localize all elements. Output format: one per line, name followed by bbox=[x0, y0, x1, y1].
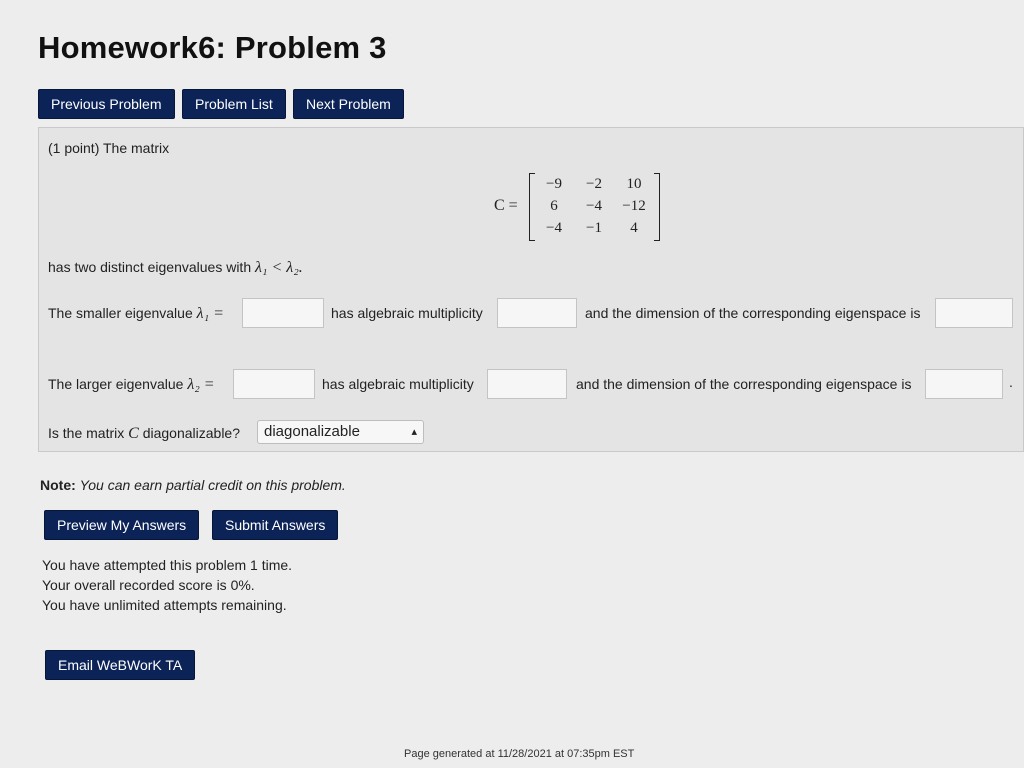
submit-answers-button[interactable]: Submit Answers bbox=[212, 510, 338, 540]
note-text: You can earn partial credit on this problem. bbox=[79, 477, 346, 493]
diag-question-suffix: diagonalizable? bbox=[138, 425, 241, 441]
email-ta-button[interactable]: Email WeBWorK TA bbox=[45, 650, 195, 680]
larger-eigenvalue-label bbox=[48, 376, 215, 394]
matrix-var-c: C bbox=[128, 425, 139, 442]
diagonalizable-select[interactable] bbox=[257, 420, 424, 444]
matrix-cell: −4 bbox=[586, 198, 602, 214]
partial-credit-note bbox=[40, 477, 346, 493]
matrix-cell: −4 bbox=[546, 220, 562, 236]
smaller-eigenvalue-input[interactable] bbox=[242, 298, 324, 328]
next-problem-button[interactable]: Next Problem bbox=[293, 89, 404, 119]
attempts-text: You have attempted this problem 1 time. bbox=[42, 557, 293, 573]
alg-mult-label-2: has algebraic multiplicity bbox=[322, 376, 474, 392]
smaller-dim-input[interactable] bbox=[935, 298, 1013, 328]
larger-dim-input[interactable] bbox=[925, 369, 1003, 399]
problem-intro: (1 point) The matrix bbox=[48, 140, 170, 156]
smaller-eigenvalue-label bbox=[48, 305, 224, 323]
page-title: Homework6: Problem 3 bbox=[38, 30, 387, 65]
note-label: Note: bbox=[40, 477, 76, 493]
matrix-cell: 6 bbox=[550, 198, 558, 214]
larger-alg-mult-input[interactable] bbox=[487, 369, 567, 399]
problem-body bbox=[38, 127, 1024, 452]
page-generated-footer: Page generated at 11/28/2021 at 07:35pm EST bbox=[404, 748, 635, 760]
matrix-label: C = bbox=[494, 197, 518, 214]
previous-problem-button[interactable]: Previous Problem bbox=[38, 89, 175, 119]
diagonalizable-selected-value: diagonalizable bbox=[264, 423, 360, 440]
diag-question-prefix: Is the matrix bbox=[48, 425, 129, 441]
lambda2-symbol: λ₂ = bbox=[187, 376, 215, 393]
diagonalizable-question bbox=[48, 425, 240, 443]
matrix-cell: −2 bbox=[586, 176, 602, 192]
matrix-cell: −12 bbox=[622, 198, 646, 214]
alg-mult-label-1: has algebraic multiplicity bbox=[331, 305, 483, 321]
dimension-label-2: and the dimension of the corresponding eigenspace is bbox=[576, 376, 912, 392]
distinct-eigenvalues-math: λ₁ < λ₂. bbox=[255, 259, 303, 276]
select-arrows-icon: ▴ bbox=[411, 426, 417, 438]
smaller-eigenvalue-prefix: The smaller eigenvalue bbox=[48, 305, 197, 321]
matrix-cell: −9 bbox=[546, 176, 562, 192]
trailing-period: . bbox=[1009, 374, 1013, 390]
matrix-cell: 10 bbox=[626, 176, 642, 192]
remaining-attempts-text: You have unlimited attempts remaining. bbox=[42, 597, 287, 613]
matrix-cell: −1 bbox=[586, 220, 602, 236]
larger-eigenvalue-prefix: The larger eigenvalue bbox=[48, 376, 188, 392]
matrix-cell: 4 bbox=[630, 220, 638, 236]
score-text: Your overall recorded score is 0%. bbox=[42, 577, 255, 593]
dimension-label-1: and the dimension of the corresponding eigenspace is bbox=[585, 305, 921, 321]
larger-eigenvalue-input[interactable] bbox=[233, 369, 315, 399]
problem-list-button[interactable]: Problem List bbox=[182, 89, 286, 119]
distinct-eigenvalues-prefix: has two distinct eigenvalues with bbox=[48, 259, 255, 275]
preview-answers-button[interactable]: Preview My Answers bbox=[44, 510, 199, 540]
smaller-alg-mult-input[interactable] bbox=[497, 298, 577, 328]
distinct-eigenvalues-text bbox=[48, 259, 303, 277]
matrix-right-bracket bbox=[654, 173, 660, 241]
lambda1-symbol: λ₁ = bbox=[196, 305, 224, 322]
